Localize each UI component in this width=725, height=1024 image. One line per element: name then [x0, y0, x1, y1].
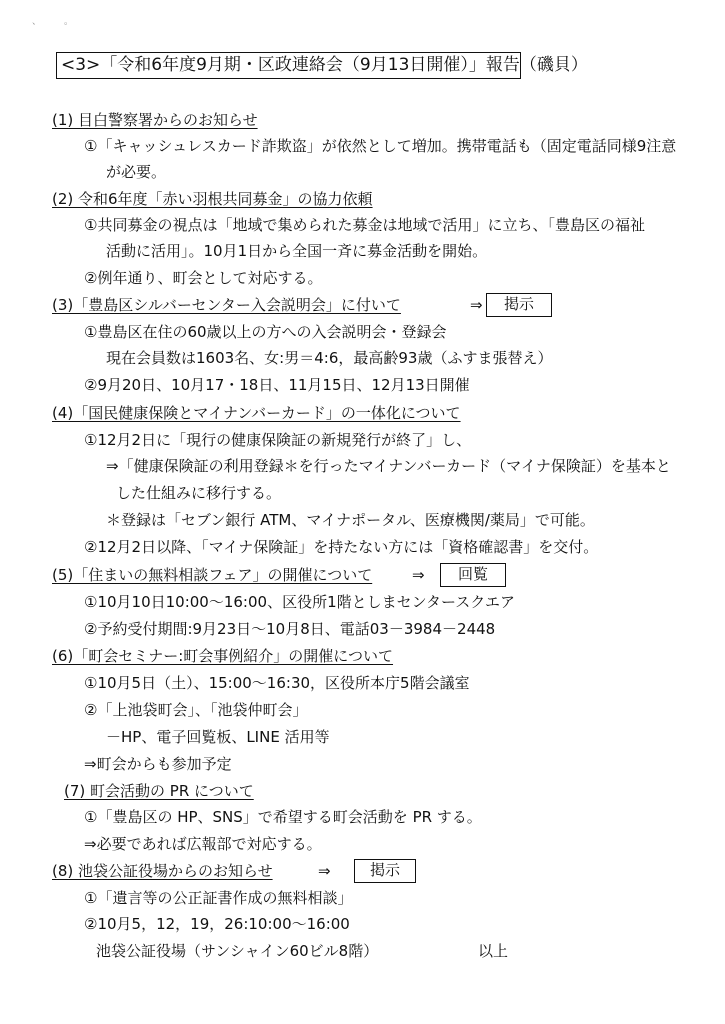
corner-mark-left: 、	[32, 17, 42, 27]
section-8-line-1: ①「遺言等の公正証書作成の無料相談」	[84, 889, 353, 907]
section-8-notice-box: 掲示	[354, 859, 416, 883]
section-3-line-2: 現在会員数は1603名、女:男＝4:6，最高齢93歳（ふすま張替え）	[106, 349, 553, 367]
section-8-heading: (8) 池袋公証役場からのお知らせ	[52, 862, 273, 880]
section-6-line-1: ①10月5日（土）、15:00～16:30，区役所本庁5階会議室	[84, 674, 470, 692]
section-3-line-1: ①豊島区在住の60歳以上の方への入会説明会・登録会	[84, 323, 447, 341]
section-7-line-1: ①「豊島区の HP、SNS」で希望する町会活動を PR する。	[84, 808, 482, 826]
section-5-circulation-box: 回覧	[440, 563, 506, 587]
section-6-line-4: ⇒町会からも参加予定	[84, 755, 232, 773]
closing-mark: 以上	[478, 942, 509, 960]
section-2-line-2: 活動に活用」。10月1日から全国一斉に募金活動を開始。	[106, 242, 488, 260]
section-5-heading: (5)「住まいの無料相談フェア」の開催について	[52, 566, 373, 584]
report-title: <3>「令和6年度9月期・区政連絡会（9月13日開催）」報告（磯貝）	[56, 52, 521, 79]
section-8-line-2: ②10月5，12，19，26:10:00～16:00	[84, 915, 350, 933]
section-7-line-2: ⇒必要であれば広報部で対応する。	[84, 835, 322, 853]
section-7-heading: (7) 町会活動の PR について	[64, 782, 254, 800]
section-5-line-2: ②予約受付期間:9月23日～10月8日、電話03－3984－2448	[84, 620, 496, 638]
section-2-heading: (2) 令和6年度「赤い羽根共同募金」の協力依頼	[52, 190, 373, 208]
section-2-line-1: ①共同募金の視点は「地域で集められた募金は地域で活用」に立ち、「豊島区の福祉	[84, 216, 645, 234]
section-3-line-3: ②9月20日、10月17・18日、11月15日、12月13日開催	[84, 376, 470, 394]
section-4-line-1: ①12月2日に「現行の健康保険証の新規発行が終了」し、	[84, 431, 472, 449]
section-4-heading: (4)「国民健康保険とマイナンバーカード」の一体化について	[52, 404, 461, 422]
section-5-line-1: ①10月10日10:00～16:00、区役所1階としまセンタースクエア	[84, 593, 515, 611]
section-8-line-3: 池袋公証役場（サンシャイン60ビル8階）	[96, 942, 379, 960]
section-4-line-5: ②12月2日以降、「マイナ保険証」を持たない方には「資格確認書」を交付。	[84, 538, 599, 556]
section-3-arrow: ⇒	[470, 296, 483, 314]
section-6-heading: (6)「町会セミナー:町会事例紹介」の開催について	[52, 647, 394, 665]
section-4-line-4: ＊登録は「セブン銀行 ATM、マイナポータル、医療機関/薬局」で可能。	[106, 511, 595, 529]
section-6-line-2: ②「上池袋町会」、「池袋仲町会」	[84, 701, 308, 719]
section-4-line-2: ⇒「健康保険証の利用登録＊を行ったマイナンバーカード（マイナ保険証）を基本と	[106, 457, 671, 475]
section-1-heading: (1) 目白警察署からのお知らせ	[52, 111, 258, 129]
corner-mark-right: 。	[64, 17, 74, 27]
section-2-line-3: ②例年通り、町会として対応する。	[84, 269, 323, 287]
section-5-arrow: ⇒	[412, 566, 425, 584]
section-6-line-3: －HP、電子回覧板、LINE 活用等	[106, 728, 330, 746]
section-3-notice-box: 掲示	[486, 293, 552, 317]
section-1-line-2: が必要。	[106, 163, 167, 181]
section-3-heading: (3)「豊島区シルバーセンター入会説明会」に付いて	[52, 296, 401, 314]
section-8-arrow: ⇒	[318, 862, 331, 880]
section-1-line-1: ①「キャッシュレスカード詐欺盗」が依然として増加。携帯電話も（固定電話同様9注意	[84, 137, 677, 155]
section-4-line-3: した仕組みに移行する。	[116, 484, 282, 502]
